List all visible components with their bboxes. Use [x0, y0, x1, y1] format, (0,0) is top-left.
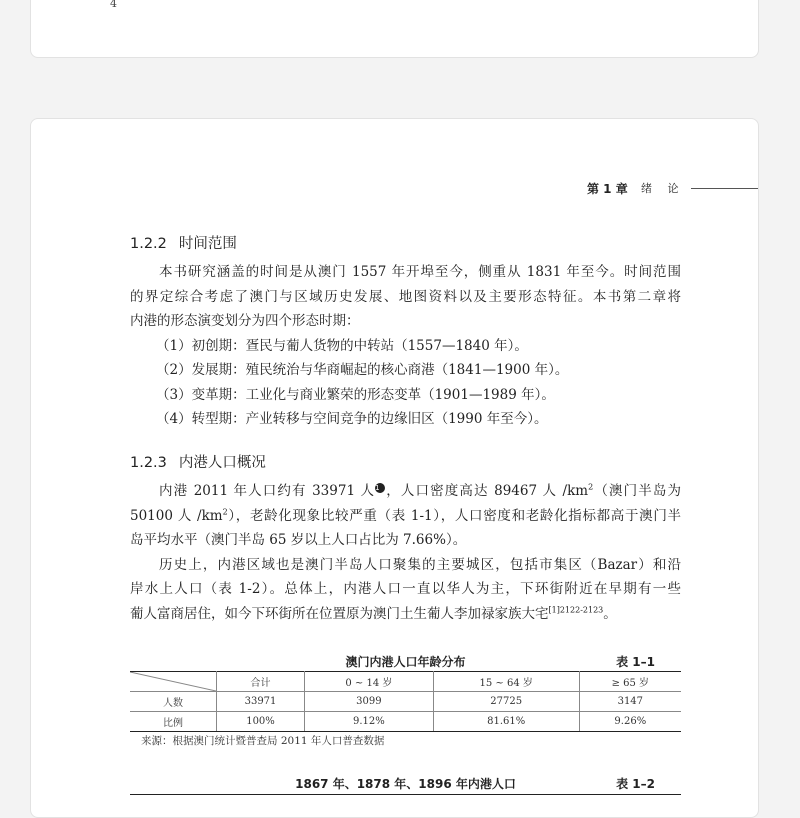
- superscript: 2: [222, 507, 228, 517]
- table-title: 1867 年、1878 年、1896 年内港人口: [295, 777, 516, 791]
- text-run: 葡人富商居住，如今下环街所在位置原为澳门土生葡人李加禄家族大宅: [130, 606, 549, 622]
- section-number: 1.2.3: [130, 455, 167, 471]
- paragraph-line: 岸水上人口（表 1-2）。总体上，内港人口一直以华人为主，下环街附近在早期有一些: [130, 581, 681, 597]
- period-item: （1）初创期：疍民与葡人货物的中转站（1557—1840 年）。: [156, 338, 528, 354]
- section-title: 内港人口概况: [178, 455, 266, 471]
- row-label: 人数: [130, 692, 217, 712]
- paragraph-line: 的界定综合考虑了澳门与区域历史发展、地图资料以及主要形态特征。本书第二章将: [130, 289, 681, 305]
- row-label: 比例: [130, 712, 217, 732]
- paragraph-line: 本书研究涵盖的时间是从澳门 1557 年开埠至今，侧重从 1831 年至今。时间范围: [159, 264, 681, 280]
- table-cell: 81.61%: [433, 712, 579, 732]
- diagonal-header-cell: [130, 672, 217, 692]
- section-heading-1-2-3: [130, 451, 266, 472]
- running-head-chapter: 第 1 章: [587, 182, 628, 196]
- paragraph-line: 历史上，内港区域也是澳门半岛人口聚集的主要城区，包括市集区（Bazar）和沿: [159, 557, 681, 573]
- table-caption: [130, 775, 681, 791]
- column-header: 0 ~ 14 岁: [305, 672, 434, 692]
- table-number: 表 1–2: [616, 777, 655, 791]
- table-cell: 100%: [217, 712, 305, 732]
- running-head: [31, 180, 759, 196]
- text-run: ），老龄化现象比较严重（表 1-1），人口密度和老龄化指标都高于澳门半: [227, 508, 681, 524]
- table-row: [130, 712, 681, 732]
- period-item: （4）转型期：产业转移与空间竞争的边缘旧区（1990 年至今）。: [156, 411, 548, 427]
- running-head-title: 绪 论: [641, 182, 685, 195]
- table-cell: 3099: [305, 692, 434, 712]
- section-number: 1.2.2: [130, 236, 167, 252]
- paragraph-line: [159, 482, 681, 500]
- period-item: （3）变革期：工业化与商业繁荣的形态变革（1901—1989 年）。: [156, 387, 555, 403]
- text-run: 内港 2011 年人口约有 33971 人: [159, 483, 376, 499]
- superscript: 2: [588, 482, 594, 492]
- table-cell: 3147: [579, 692, 681, 712]
- running-head-rule: [691, 188, 759, 189]
- table-header-row: [130, 672, 681, 692]
- paragraph-line: 岛平均水平（澳门半岛 65 岁以上人口占比为 7.66%）。: [130, 532, 467, 548]
- table-caption: [130, 653, 681, 669]
- table-source-note: 来源：根据澳门统计暨普查局 2011 年人口普查数据: [141, 735, 385, 747]
- period-item: （2）发展期：殖民统治与华商崛起的核心商港（1841—1900 年）。: [156, 362, 569, 378]
- table-row: [130, 692, 681, 712]
- paragraph-line: [130, 507, 681, 525]
- column-header: 合计: [217, 672, 305, 692]
- citation: [1]2122-2123: [548, 605, 604, 615]
- table-cell: 27725: [433, 692, 579, 712]
- footnote-marker: 1: [375, 483, 385, 493]
- table-cell: 9.12%: [305, 712, 434, 732]
- section-heading-1-2-2: [130, 232, 237, 253]
- column-header: ≥ 65 岁: [579, 672, 681, 692]
- table-cell: 33971: [217, 692, 305, 712]
- paragraph-line: 内港的形态演变划分为四个形态时期：: [130, 313, 360, 329]
- table-number: 表 1–1: [616, 655, 655, 669]
- text-run: 。: [603, 606, 617, 622]
- table-cell: 9.26%: [579, 712, 681, 732]
- current-page: [30, 118, 759, 818]
- paragraph-line: [130, 605, 681, 623]
- text-run: （澳门半岛为: [593, 483, 681, 499]
- section-title: 时间范围: [178, 236, 237, 252]
- column-header: 15 ~ 64 岁: [433, 672, 579, 692]
- text-run: ，人口密度高达 89467 人 /km: [385, 483, 589, 499]
- previous-page: [30, 0, 759, 58]
- age-distribution-table: [130, 671, 681, 732]
- table-top-rule: [130, 794, 681, 797]
- text-run: 50100 人 /km: [130, 508, 223, 524]
- table-title: 澳门内港人口年龄分布: [345, 655, 466, 669]
- page-number: 4: [110, 0, 117, 10]
